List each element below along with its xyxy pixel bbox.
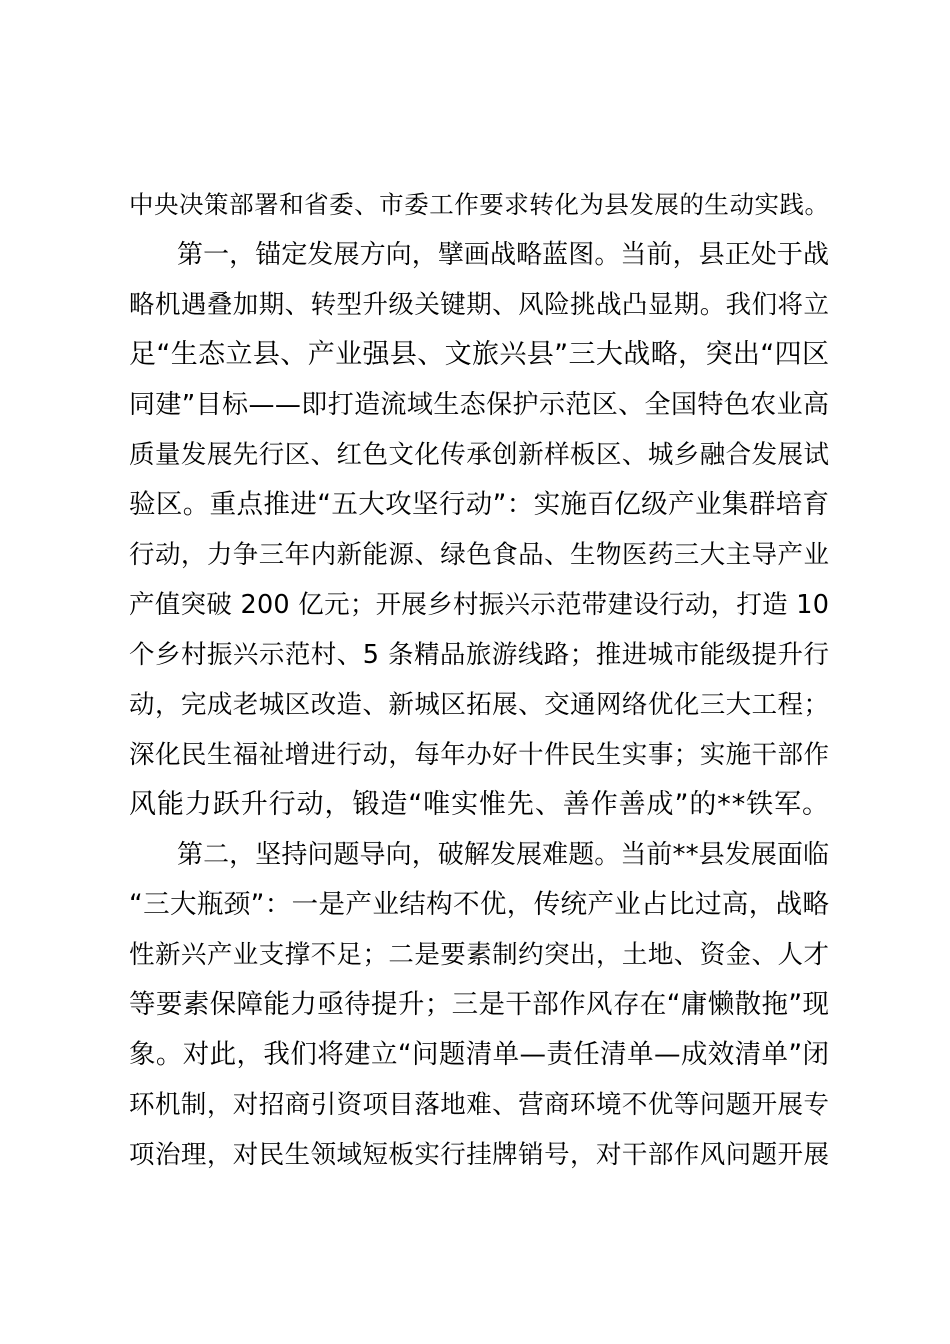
text-line: 性新兴产业支撑不足；二是要素制约突出，土地、资金、人才	[129, 940, 830, 970]
text-line: 个乡村振兴示范村、5 条精品旅游线路；推进城市能级提升行	[129, 640, 830, 670]
text-line: 动，完成老城区改造、新城区拓展、交通网络优化三大工程；	[129, 690, 830, 720]
text-line: 环机制，对招商引资项目落地难、营商环境不优等问题开展专	[129, 1090, 830, 1120]
paragraph-start-line: 第一，锚定发展方向，擘画战略蓝图。当前，县正处于战	[177, 240, 830, 270]
text-line: 略机遇叠加期、转型升级关键期、风险挑战凸显期。我们将立	[129, 290, 830, 320]
text-line: 风能力跃升行动，锻造“唯实惟先、善作善成”的**铁军。	[129, 789, 830, 820]
text-line: 项治理，对民生领域短板实行挂牌销号，对干部作风问题开展	[129, 1140, 830, 1170]
text-line: 验区。重点推进“五大攻坚行动”：实施百亿级产业集群培育	[129, 489, 830, 520]
text-line: 同建”目标——即打造流域生态保护示范区、全国特色农业高	[129, 390, 830, 420]
paragraph-start-line: 第二，坚持问题导向，破解发展难题。当前**县发展面临	[177, 840, 830, 870]
text-line: 足“生态立县、产业强县、文旅兴县”三大战略，突出“四区	[129, 339, 830, 370]
text-line: 等要素保障能力亟待提升；三是干部作风存在“庸懒散拖”现	[129, 989, 830, 1020]
text-line: 质量发展先行区、红色文化传承创新样板区、城乡融合发展试	[129, 440, 830, 470]
text-line: “三大瓶颈”：一是产业结构不优，传统产业占比过高，战略	[129, 889, 830, 920]
text-line: 中央决策部署和省委、市委工作要求转化为县发展的生动实践。	[129, 190, 830, 219]
text-line: 行动，力争三年内新能源、绿色食品、生物医药三大主导产业	[129, 540, 830, 570]
text-line: 深化民生福祉增进行动，每年办好十件民生实事；实施干部作	[129, 740, 830, 770]
text-line: 象。对此，我们将建立“问题清单—责任清单—成效清单”闭	[129, 1039, 830, 1070]
text-line: 产值突破 200 亿元；开展乡村振兴示范带建设行动，打造 10	[129, 590, 830, 620]
